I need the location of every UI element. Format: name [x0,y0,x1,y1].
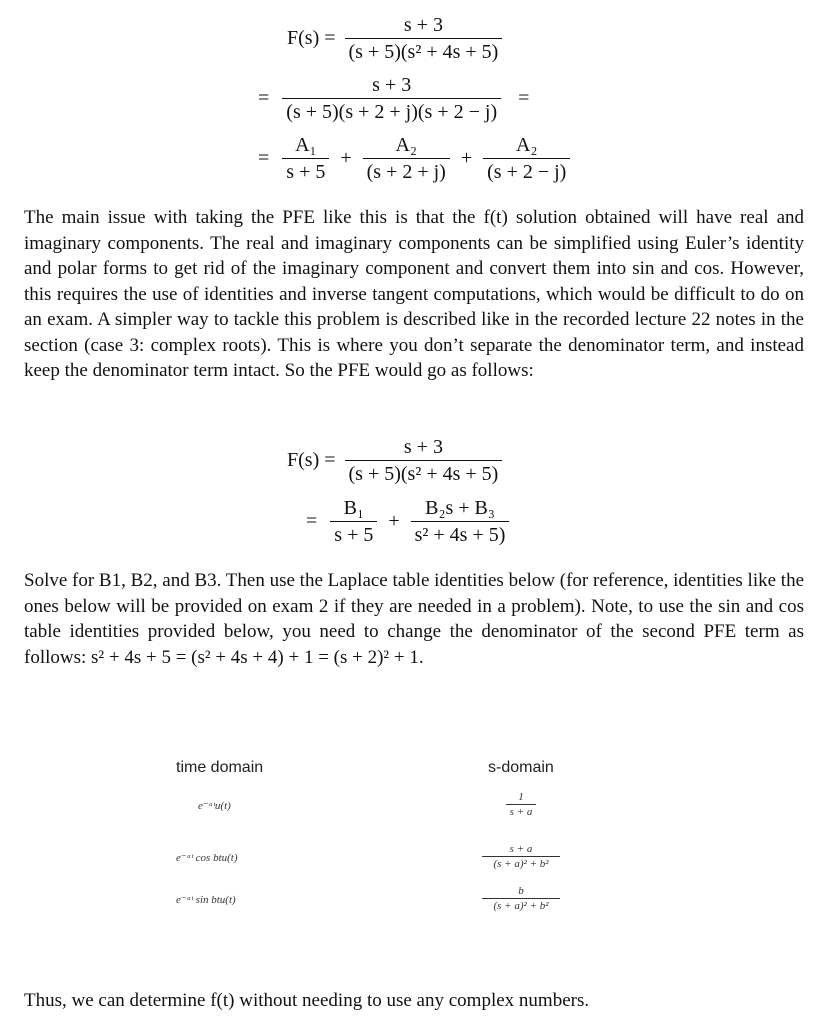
table-row-1-s-denominator: s + a [506,804,536,819]
eq2-line2-equals: = [306,510,318,532]
eq1-line2 [258,74,529,123]
eq2-line2 [306,497,509,546]
eq1-line1 [287,14,502,63]
eq1-term3 [483,134,570,183]
table-row-3-time: e⁻ᵃᵗ sin btu(t) [176,894,236,906]
eq1-line1-numerator: s + 3 [403,14,443,36]
paragraph-pfe-issue: The main issue with taking the PFE like this is that the f(t) solution obtained will have real and imaginary components. The real and imaginary components can be simplified using Euler’s identity and polar forms to get rid of the imaginary component and convert them into sin and cos. However, this requires the use of identities and inverse tangent computations, which would be difficult to do on an exam. A simpler way to tackle this problem is described like in the recorded lecture 22 notes in the section (case 3: complex roots). This is where you don’t separate the denominator term, and instead keep the denominator term intact. So the PFE would go as follows: [24,207,804,381]
table-row-1-s-numerator: 1 [518,791,524,803]
eq2-line1-denominator: (s + 5)(s² + 4s + 5) [345,460,503,485]
table-row-3-s-denominator: (s + a)² + b² [482,898,560,913]
eq2-plus: + [388,510,400,532]
eq1-line1-fraction [345,14,503,63]
table-row-2-time: e⁻ᵃᵗ cos btu(t) [176,852,238,864]
eq2-term1 [330,497,377,546]
eq1-line2-trailing-equals: = [518,87,530,109]
eq1-line2-numerator: s + 3 [372,74,412,96]
table-row-1-time: e⁻ᵃᵗu(t) [198,800,231,812]
eq2-term1-numerator: B₁ [343,497,364,519]
eq1-term3-numerator: A₂ [516,134,538,156]
eq2-line1-numerator: s + 3 [403,436,443,458]
eq1-line3-equals: = [258,147,270,169]
eq1-line1-denominator: (s + 5)(s² + 4s + 5) [345,38,503,63]
table-row-3-s [482,884,560,913]
eq1-term2 [363,134,450,183]
eq2-line1 [287,436,502,485]
paragraph-solve-instructions: Solve for B1, B2, and B3. Then use the Laplace table identities below (for reference, identities like the ones below will be provided on exam 2 if they are needed in a problem). Note, to use the sin and cos table identities provided below, you need to change the denominator of the second PFE term as follows: s² + 4s + 5 = (s² + 4s + 4) + 1 = (s + 2)² + 1. [24,570,804,668]
paragraph-conclusion: Thus, we can determine f(t) without needing to use any complex numbers. [24,990,590,1011]
table-row-1-s [506,790,536,819]
eq2-term2-numerator: B₂s + B₃ [425,497,495,519]
eq1-term1 [282,134,329,183]
table-header-s-domain: s-domain [488,759,554,776]
eq2-term1-denominator: s + 5 [330,521,377,546]
eq1-line3 [258,134,570,183]
eq2-lhs: F(s) = [287,449,336,471]
eq1-lhs: F(s) = [287,27,336,49]
eq1-term2-numerator: A₂ [395,134,417,156]
eq1-plus-2: + [460,147,473,169]
eq1-term1-numerator: A₁ [295,134,317,156]
eq1-term3-denominator: (s + 2 − j) [483,158,570,183]
eq2-term2 [411,497,510,546]
table-row-2-s-denominator: (s + a)² + b² [482,856,560,871]
table-header-time-domain: time domain [176,759,264,776]
table-row-3-s-numerator: b [518,885,524,897]
eq2-term2-denominator: s² + 4s + 5) [411,521,510,546]
eq2-line1-fraction [345,436,503,485]
eq1-term1-denominator: s + 5 [282,158,329,183]
eq1-term2-denominator: (s + 2 + j) [363,158,450,183]
table-row-2-s [482,842,560,871]
eq1-line2-denominator: (s + 5)(s + 2 + j)(s + 2 − j) [282,98,501,123]
eq1-line2-equals: = [258,87,270,109]
eq1-plus-1: + [340,147,352,169]
eq1-line2-fraction [282,74,501,123]
table-row-2-s-numerator: s + a [509,843,533,855]
